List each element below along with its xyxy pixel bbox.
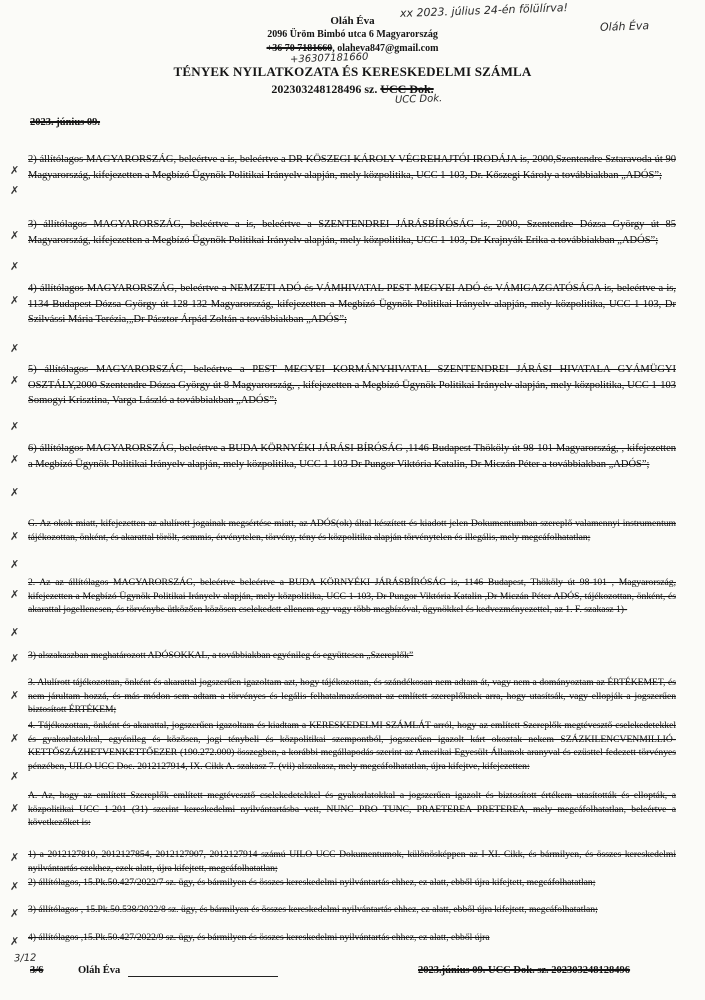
clause-4: 4. Tájékozottan, önként és akarattal, jogszerűen igazoltam és kiadtam a KERESKEDELMI SZÁMLÁT arról, hogy az említett Szereplők megtévesztő cselekedetekkel és gyakorlatokkal, egyénileg és közösen, jogi ténybeli és közpolitikai szempontból, jogszerűen igazolt kárt okoztak nekem SZÁZKILENCVENMILLIÓ- KETTŐSZÁZHETVENKETTŐEZER (190.272.000) összegben, a korábbi megállapodás szerint az Amerikai Egyesült Államok aranyval és ezüsttel fedezett törvényes pénzében, UILO UCC Doc. 2012127914, IX. Cikk A. szakasz 7. (vii) alszakasz, mely megcáfolhatatlan, újra kifejtve, kifejezetten:	[28, 720, 676, 772]
email-address: , olaheva847@gmail.com	[332, 43, 439, 54]
check-mark-icon: ✗	[10, 626, 20, 639]
sender-address: 2096 Üröm Bimbó utca 6 Magyarország	[267, 29, 438, 40]
check-mark-icon: ✗	[10, 652, 20, 665]
signature-line	[128, 976, 278, 977]
check-mark-icon: ✗	[10, 294, 20, 307]
document-title: TÉNYEK NYILATKOZATA ÉS KERESKEDELMI SZÁMLA	[173, 64, 532, 79]
clause-2: 2. Az az állítólagos MAGYARORSZÁG, beleértve beleértve a BUDA KÖRNYÉKI JÁRÁSBÍRÓSÁG is, 1146 Budapest, Thököly út 98-101 , Magyarország, kifejezetten a Megbízó Ügynök Politikai Irányelv alapján, mely közpolitika, UCC 1-103, Dr Pungor Viktória Katalin ,Dr Miczán Péter ADÓS, tájékozottan, önként, és akarattal jogellenesen, és törvénybe ütközően közösen cselekedett ellenem egy vagy több megbízóval, ügynökkel és kedvezményezettel, az 1. F. szakasz 1)-	[28, 577, 676, 615]
clause-3-subsection: 3) alszakaszban meghatározott ADÓSOKKAL, a továbbiakban egyénileg és együttesen „Szereplők”	[28, 650, 414, 661]
check-mark-icon: ✗	[10, 486, 20, 499]
check-mark-icon: ✗	[10, 530, 20, 543]
check-mark-icon: ✗	[10, 907, 20, 920]
list-item-2: 2) állítólagos, 15.Pk.50.427/2022/7 sz. ügy, és bármilyen és összes kereskedelmi nyilvántartás ehhez, ez alatt, ebből újra kifejtett, megcáfolhatatlan;	[28, 877, 596, 888]
check-mark-icon: ✗	[10, 880, 20, 893]
handwritten-signature: Oláh Éva	[599, 19, 650, 34]
clause-g: G. Az okok miatt, kifejezetten az alulírott jogainak megsértése miatt, az ADÓS(ok) által készített és kiadott jelen Dokumentumban szereplő valamennyi instrumentum tájékozottan, önként, és akarattal törölt, semmis, érvénytelen, törvény, tény és közpolitika alapján törvénytelen és illegális, mely megcáfolhatatlan;	[28, 518, 676, 543]
footer-reference: 2023.június 09. UCC Dok. sz. 202303248128496	[418, 965, 631, 976]
check-mark-icon: ✗	[10, 558, 20, 571]
check-mark-icon: ✗	[10, 260, 20, 273]
clause-a: A. Az, hogy az említett Szereplők említett megtévesztő cselekedetekkel és gyakorlatokkal a jogszerűen igazolt és biztosított értékem utasították és ellopták, a közpolitikai UCC 1-201 (31) szerint kereskedelmi nyilvántartásba vett, NUNC PRO TUNC, PRAETEREA PRETEREA, mely megcáfolhatatlan, beleértve a következőket is:	[28, 790, 676, 828]
check-mark-icon: ✗	[10, 732, 20, 745]
check-mark-icon: ✗	[10, 851, 20, 864]
section-2: 2) állítólagos MAGYARORSZÁG, beleértve a is, beleértve a DR KÖSZEGI KÁROLY VÉGREHAJTÓI IRODÁJA is, 2000,Szentendre Sztaravoda út 90 Magyarország, kifejezetten a Megbízó Ügynök Politikai Irányelv alapján, mely közpolitika, UCC 1-103, Dr. Kőszegi Károly a továbbiakban „ADÓS”;	[28, 154, 676, 181]
sender-name: Oláh Éva	[330, 15, 375, 27]
document-number-struck: UCC Dok.	[380, 82, 434, 96]
list-item-3: 3) állítólagos , 15.Pk.50.538/2022/8 sz. ügy, és bármilyen és összes kereskedelmi nyilvántartás ehhez, ez alatt, ebből újra kifejtett, megcáfolhatatlan;	[28, 904, 598, 915]
check-mark-icon: ✗	[10, 935, 20, 948]
check-mark-icon: ✗	[10, 164, 20, 177]
section-6: 6) állítólagos MAGYARORSZÁG, beleértve a BUDA KÖRNYÉKI JÁRÁSI BÍRÓSÁG ,1146 Budapest Thököly út 98-101 Magyarország, , kifejezetten a Megbízó Ügynök Politikai Irányelv alapján, mely közpolitika, UCC 1-103 Dr Pungor Viktória Katalin, Dr Miczán Péter a továbbiakban „ADÓS”;	[28, 443, 676, 470]
section-5: 5) állítólagos MAGYARORSZÁG, beleértve a PEST MEGYEI KORMÁNYHIVATAL SZENTENDREI JÁRÁSI HIVATALA GYÁMÜGYI OSZTÁLY,2000 Szentendre Dózsa György út 8 Magyarország, , kifejezetten a Megbízó Ügynök Politikai Irányelv alapján, mely közpolitika, UCC 1-103 Somogyi Krisztina, Varga László a továbbiakban „ADÓS”;	[28, 364, 676, 406]
check-mark-icon: ✗	[10, 420, 20, 433]
handwritten-note: xx 2023. július 24-én fölülírva!	[399, 1, 569, 20]
check-mark-icon: ✗	[10, 374, 20, 387]
document-number	[0, 82, 705, 97]
check-mark-icon: ✗	[10, 588, 20, 601]
clause-3: 3. Alulírott tájékozottan, önként és akarattal jogszerűen igazoltam azt, hogy tájékozottan, és szándékosan nem adtam át, vagy nem a dományoztam az ÉRTÉKEMET, és nem járultam hozzá, és más módon sem adtam a törvényes és legális felhatalmazásomat az említett szereplőknek arra, hogy utasítsák, vagy ellopják a jogszerűen biztosított ÉRTÉKEM;	[28, 677, 676, 715]
list-item-4: 4) állítólagos ,15.Pk.50.427/2022/9 sz. ügy, és bármilyen és összes kereskedelmi nyilvántartás ehhez, ez alatt, ebből újra	[28, 932, 490, 943]
check-mark-icon: ✗	[10, 184, 20, 197]
handwritten-phone: +36307181660	[289, 51, 369, 66]
check-mark-icon: ✗	[10, 770, 20, 783]
signer-name: Oláh Éva	[78, 965, 121, 976]
check-mark-icon: ✗	[10, 342, 20, 355]
check-mark-icon: ✗	[10, 229, 20, 242]
check-mark-icon: ✗	[10, 689, 20, 702]
handwritten-ref: UCC Dok.	[394, 93, 443, 106]
section-3: 3) állítólagos MAGYARORSZÁG, beleértve a is, beleértve a SZENTENDREI JÁRÁSBÍRÓSÁG is, 2000, Szentendre Dózsa György út 85 Magyarország, kifejezetten a Megbízó Ügynök Politikai Irányelv alapján, mely közpolitika, UCC 1-103, Dr Krajnyák Erika a továbbiakban „ADÓS”;	[28, 219, 676, 246]
section-4: 4) állítólagos MAGYARORSZÁG, beleértve a NEMZETI ADÓ és VÁMHIVATAL PEST MEGYEI ADÓ és VÁMIGAZGATÓSÁGA is, beleértve a is, 1134 Budapest Dózsa György út 128-132 Magyarország, kifejezetten a Megbízó Ügynök Politikai Irányelv alapján, mely közpolitika, UCC 1-103, Dr Szilvássi Mária Terézia,„Dr Pásztor Árpád Zoltán a továbbiakban „ADÓS”;	[28, 283, 676, 325]
phone-number: +36 70 7181660	[266, 43, 333, 54]
check-mark-icon: ✗	[10, 802, 20, 815]
document-number-value: 202303248128496 sz.	[271, 82, 378, 96]
list-item-1: 1) a 2012127810, 2012127854, 2012127907, 2012127914 számú UILO UCC Dokumentumok, különösképpen az I-XI. Cikk, és bármilyen, és összes kereskedelmi nyilvántartás ezekhez, ezek alatt, újra kifejtett, megcáfolhatatlan;	[28, 849, 676, 874]
handwritten-page-count: 3/12	[13, 952, 37, 965]
page-number: 3/6	[30, 965, 44, 976]
check-mark-icon: ✗	[10, 453, 20, 466]
document-date: 2023. június 09.	[30, 117, 101, 128]
